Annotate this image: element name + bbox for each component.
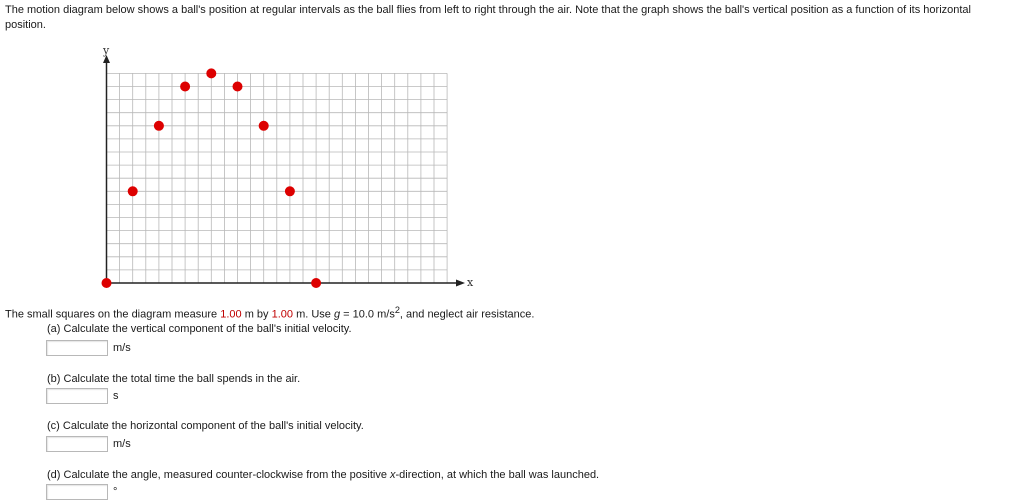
square-width: 1.00 — [220, 308, 242, 321]
x-axis-label: x — [467, 276, 474, 289]
ball-position-8 — [285, 186, 295, 196]
question-d: (d) Calculate the angle, measured counter-clockwise from the positive x-direction, at which the ball was launched. — [47, 469, 600, 481]
answer-c-unit: m/s — [113, 437, 131, 450]
ball-position-4 — [180, 82, 190, 92]
question-a: (a) Calculate the vertical component of the ball's initial velocity. — [47, 323, 352, 335]
answer-b-unit: s — [113, 389, 119, 402]
ball-position-2 — [128, 186, 138, 196]
answer-d-input[interactable] — [46, 484, 108, 500]
ball-position-3 — [154, 121, 164, 131]
question-c: (c) Calculate the horizontal component of the ball's initial velocity. — [47, 420, 364, 432]
answer-row-a — [46, 339, 131, 356]
ball-position-1 — [102, 278, 112, 288]
ball-position-9 — [311, 278, 321, 288]
square-height: 1.00 — [271, 308, 294, 321]
question-b: (b) Calculate the total time the ball spends in the air. — [47, 373, 301, 385]
diagram-axes — [102, 44, 474, 289]
answer-b-input[interactable] — [46, 388, 108, 404]
y-axis-label: y — [103, 44, 110, 57]
ball-position-6 — [233, 82, 243, 92]
problem-intro: The motion diagram below shows a ball's position at regular intervals as the ball flies from left to right through the air. Note that the graph shows the ball's vertical position as a function of its horizontal position. — [5, 4, 971, 31]
x-axis-arrow — [456, 280, 465, 287]
answer-row-c — [46, 435, 131, 452]
given-info: The small squares on the diagram measure 1.00 m by 1.00 m. Use g = 10.0 $m/s^2$, and neglect air resistance. — [5, 305, 535, 321]
answer-d-unit: ° — [113, 485, 118, 498]
answer-row-b — [46, 387, 119, 404]
answer-a-input[interactable] — [46, 340, 108, 356]
diagram-grid — [107, 73, 448, 283]
ball-position-7 — [259, 121, 269, 131]
answer-row-d — [46, 483, 117, 500]
motion-diagram — [0, 0, 480, 300]
answer-c-input[interactable] — [46, 436, 108, 452]
answer-a-unit: m/s — [113, 341, 131, 354]
ball-position-5 — [206, 68, 216, 78]
